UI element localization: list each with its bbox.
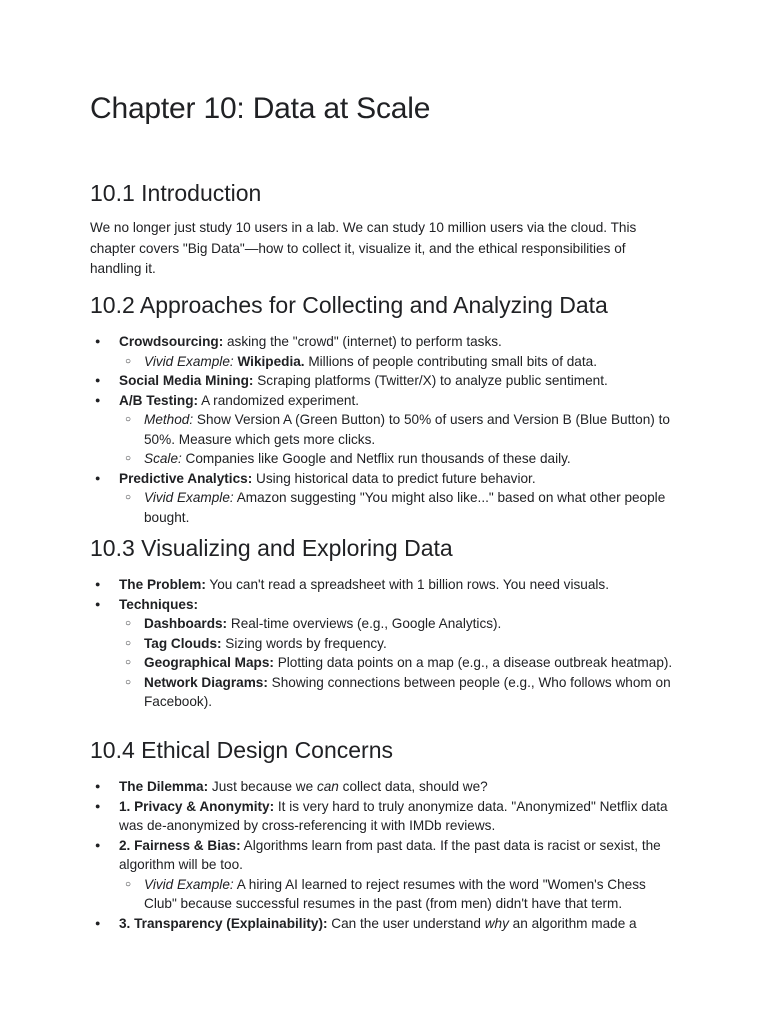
sub-list xyxy=(119,875,678,914)
item-text: Show Version A (Green Button) to 50% of users and Version B (Blue Button) to 50%. Measure which gets more clicks. xyxy=(144,412,670,447)
item-label: 2. Fairness & Bias: xyxy=(119,837,241,853)
item-label: The Problem: xyxy=(119,577,206,592)
sub-list-item xyxy=(119,634,678,654)
item-text: Companies like Google and Netflix run thousands of these daily. xyxy=(181,451,571,466)
section-heading: 10.1 Introduction xyxy=(90,180,262,206)
list-item xyxy=(90,797,678,836)
section-heading: 10.2 Approaches for Collecting and Analyzing Data xyxy=(90,292,608,318)
item-label: Vivid Example: xyxy=(144,876,234,892)
item-text: Using historical data to predict future behavior. xyxy=(252,470,536,486)
section-approaches xyxy=(90,290,678,527)
item-text: asking the "crowd" (internet) to perform tasks. xyxy=(223,334,502,349)
item-label: Vivid Example: xyxy=(144,353,234,369)
item-label: Predictive Analytics: xyxy=(119,470,253,486)
sub-list-item xyxy=(119,614,678,634)
sub-list xyxy=(119,614,678,712)
sub-list-item xyxy=(119,673,678,712)
item-text: It is very hard to truly anonymize data. "Anonymized" Netflix data was de-anonymized by cross-referencing it with IMDb reviews. xyxy=(119,798,668,833)
item-text: an algorithm made a xyxy=(508,915,637,931)
item-label: Method: xyxy=(144,412,194,427)
item-label: Geographical Maps: xyxy=(144,655,274,670)
item-text: Millions of people contributing small bits of data. xyxy=(304,353,597,369)
sub-list-item xyxy=(119,653,678,673)
item-label: Crowdsourcing: xyxy=(119,334,224,349)
item-text: Scraping platforms (Twitter/X) to analyze public sentiment. xyxy=(253,373,608,388)
item-label: Social Media Mining: xyxy=(119,373,254,388)
intro-paragraph: We no longer just study 10 users in a lab. We can study 10 million users via the cloud. This chapter covers "Big Data"—how to collect it, visualize it, and the ethical responsibilities of handling it. xyxy=(90,220,637,276)
list-item xyxy=(90,371,678,391)
sub-list-item xyxy=(119,410,678,449)
sub-list xyxy=(119,352,678,372)
item-text: collect data, should we? xyxy=(338,779,488,794)
item-label: Scale: xyxy=(144,451,182,466)
item-label: Network Diagrams: xyxy=(144,674,268,690)
item-label: A/B Testing: xyxy=(119,392,199,408)
item-label: 3. Transparency (Explainability): xyxy=(119,915,328,931)
sub-list-item xyxy=(119,352,678,372)
list-item xyxy=(90,914,678,934)
sub-list xyxy=(119,410,678,469)
section-visualizing xyxy=(90,533,678,712)
list-item xyxy=(90,836,678,914)
item-label: Tag Clouds: xyxy=(144,635,222,651)
item-label: The Dilemma: xyxy=(119,779,209,794)
list-item xyxy=(90,575,678,595)
item-text: You can't read a spreadsheet with 1 billion rows. You need visuals. xyxy=(205,577,609,592)
sub-list-item xyxy=(119,488,678,527)
sub-list-item xyxy=(119,875,678,914)
item-text: Real-time overviews (e.g., Google Analytics). xyxy=(227,616,502,631)
list-item xyxy=(90,332,678,371)
sub-list xyxy=(119,488,678,527)
section-heading: 10.4 Ethical Design Concerns xyxy=(90,737,393,763)
section-ethics xyxy=(90,735,678,933)
item-label: Vivid Example: xyxy=(144,490,234,505)
item-text: Plotting data points on a map (e.g., a disease outbreak heatmap). xyxy=(273,655,673,670)
item-bold: Wikipedia. xyxy=(237,353,305,369)
item-text: Can the user understand xyxy=(327,915,485,931)
item-text: Amazon suggesting "You might also like..." based on what other people bought. xyxy=(144,490,666,525)
visualizing-list xyxy=(90,575,678,712)
chapter-title: Chapter 10: Data at Scale xyxy=(90,92,431,125)
item-label: Dashboards: xyxy=(144,616,228,631)
ethics-list xyxy=(90,777,678,933)
item-text: Sizing words by frequency. xyxy=(221,635,387,651)
item-emphasis: why xyxy=(484,915,509,931)
item-text: Showing connections between people (e.g., Who follows whom on Facebook). xyxy=(144,674,671,709)
section-heading: 10.3 Visualizing and Exploring Data xyxy=(90,535,453,561)
item-emphasis: can xyxy=(316,779,339,794)
list-item xyxy=(90,469,678,528)
sub-list-item xyxy=(119,449,678,469)
item-text: Algorithms learn from past data. If the past data is racist or sexist, the algorithm will be too. xyxy=(119,837,661,872)
approaches-list xyxy=(90,332,678,527)
item-text: Just because we xyxy=(208,779,317,794)
item-text: A hiring AI learned to reject resumes with the word "Women's Chess Club" because successful resumes in the past (from men) didn't have that term. xyxy=(144,876,646,911)
section-introduction xyxy=(90,178,678,280)
item-label: 1. Privacy & Anonymity: xyxy=(119,798,275,814)
list-item xyxy=(90,777,678,797)
list-item xyxy=(90,391,678,469)
item-text: A randomized experiment. xyxy=(198,392,359,408)
list-item xyxy=(90,595,678,712)
item-label: Techniques: xyxy=(119,596,199,612)
